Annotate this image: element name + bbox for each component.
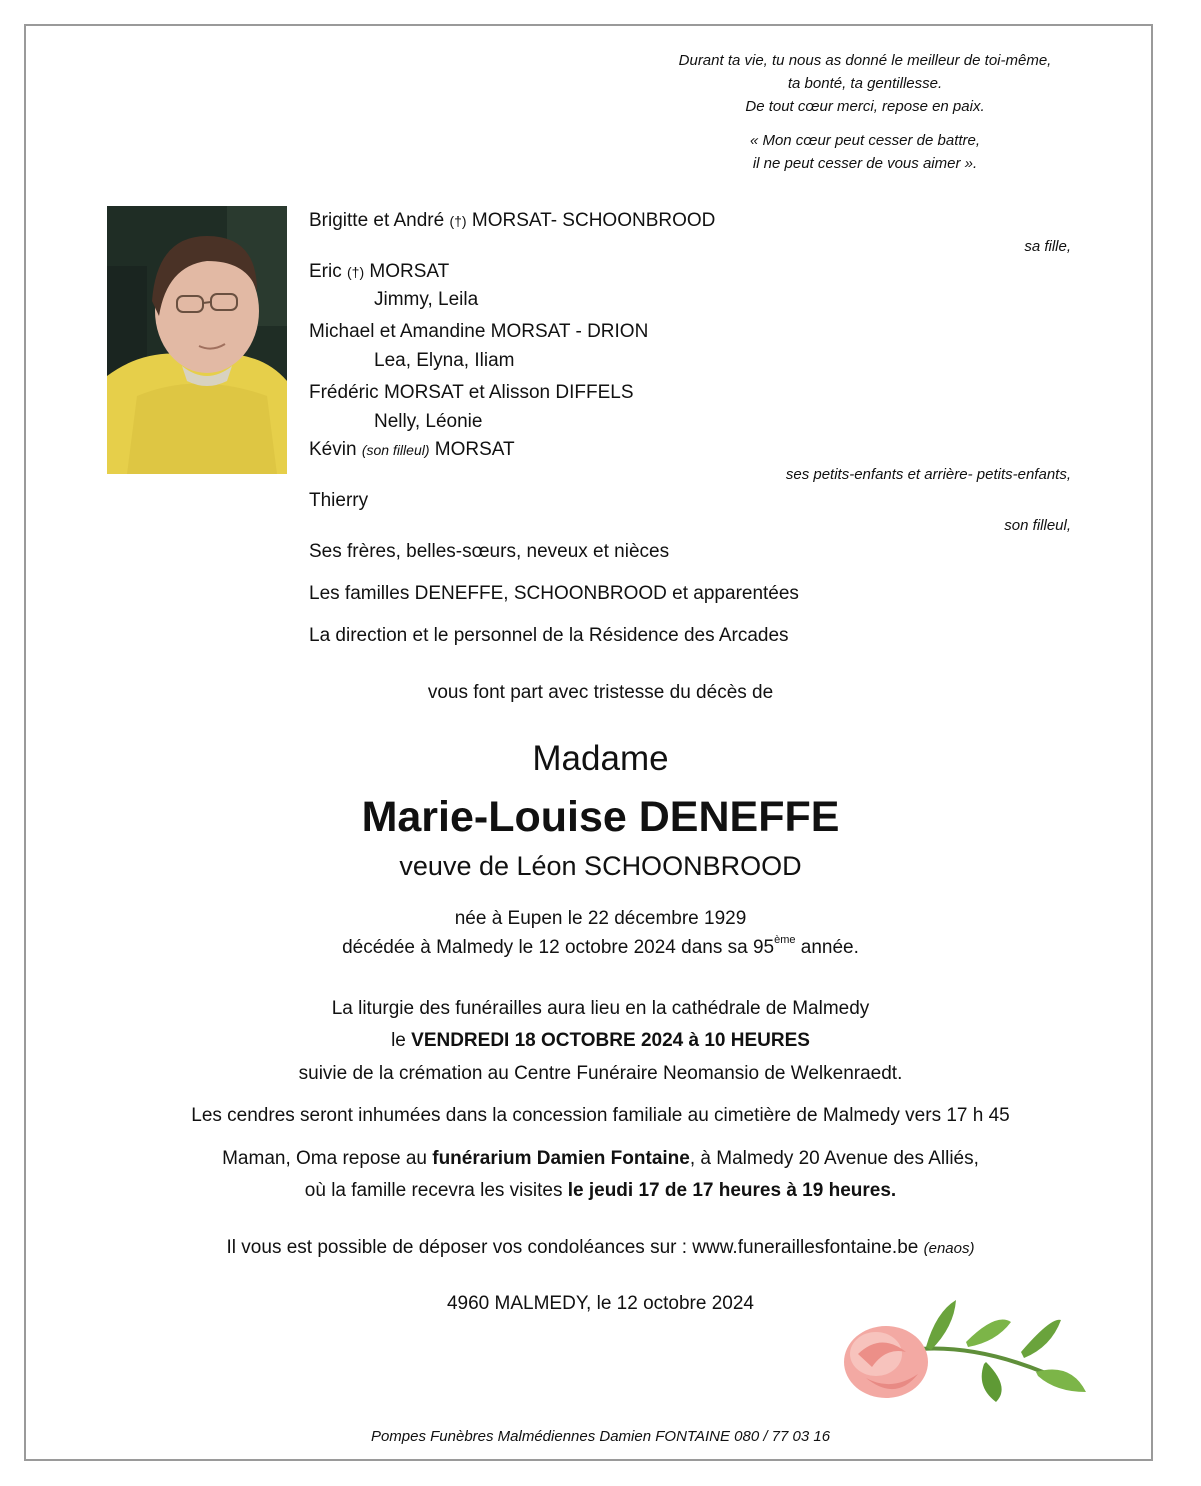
condolences-line: Il vous est possible de déposer vos condoléances sur : www.funeraillesfontaine.be (enaos) <box>226 1237 975 1258</box>
visits-line: où la famille recevra les visites le jeudi 17 de 17 heures à 19 heures. <box>304 1180 897 1201</box>
family-subline: Lea, Elyna, Iliam <box>374 350 515 371</box>
deceased-photo <box>107 206 287 474</box>
quote-line: De tout cœur merci, repose en paix. <box>745 98 985 115</box>
family-line: Kévin (son filleul) MORSAT <box>309 439 515 460</box>
footer: Pompes Funèbres Malmédiennes Damien FONTAINE 080 / 77 03 16 <box>370 1428 831 1445</box>
family-line: Michael et Amandine MORSAT - DRION <box>309 321 649 342</box>
quote-block <box>620 49 1110 175</box>
ceremony-line: La liturgie des funérailles aura lieu en la cathédrale de Malmedy <box>331 998 870 1019</box>
family-subline: Jimmy, Leila <box>374 289 479 310</box>
deceased-title: Madame <box>532 739 669 778</box>
birth-info: née à Eupen le 22 décembre 1929 <box>454 908 747 929</box>
family-line: Brigitte et André (†) MORSAT- SCHOONBROOD <box>309 210 716 231</box>
relation-label: son filleul, <box>1004 517 1071 534</box>
godson-note: (son filleul) <box>361 442 430 458</box>
family-line: La direction et le personnel de la Résidence des Arcades <box>309 625 789 646</box>
family-line: Thierry <box>309 490 369 511</box>
ceremony-date: le VENDREDI 18 OCTOBRE 2024 à 10 HEURES <box>391 1030 810 1051</box>
rose-icon <box>836 1292 1091 1407</box>
deceased-name: Marie-Louise DENEFFE <box>361 793 840 841</box>
funerarium-line: Maman, Oma repose au funérarium Damien Fontaine, à Malmedy 20 Avenue des Alliés, <box>222 1148 979 1169</box>
family-line: Frédéric MORSAT et Alisson DIFFELS <box>309 382 634 403</box>
death-info: décédée à Malmedy le 12 octobre 2024 dans sa 95ème année. <box>342 934 859 958</box>
relation-label: sa fille, <box>1024 238 1071 255</box>
cremation-line: suivie de la crémation au Centre Funéraire Neomansio de Welkenraedt. <box>298 1063 903 1084</box>
quote-line: Durant ta vie, tu nous as donné le meilleur de toi-même, <box>678 52 1052 69</box>
widow-of: veuve de Léon SCHOONBROOD <box>399 851 802 881</box>
deceased-cross: (†) <box>347 264 365 280</box>
family-line: Les familles DENEFFE, SCHOONBROOD et apparentées <box>309 583 799 604</box>
ashes-line: Les cendres seront inhumées dans la concession familiale au cimetière de Malmedy vers 17 h 45 <box>191 1105 1010 1126</box>
quote-line: il ne peut cesser de vous aimer ». <box>752 155 978 172</box>
quote-line: « Mon cœur peut cesser de battre, <box>749 132 981 149</box>
family-line: Ses frères, belles-sœurs, neveux et nièces <box>309 541 670 562</box>
family-line: Eric (†) MORSAT <box>309 261 450 282</box>
relation-label: ses petits-enfants et arrière- petits-enfants, <box>785 466 1071 483</box>
quote-line: ta bonté, ta gentillesse. <box>787 75 943 92</box>
announcement: vous font part avec tristesse du décès de <box>427 682 774 703</box>
place-date: 4960 MALMEDY, le 12 octobre 2024 <box>446 1293 754 1314</box>
family-subline: Nelly, Léonie <box>374 411 483 432</box>
deceased-cross: (†) <box>449 213 467 229</box>
